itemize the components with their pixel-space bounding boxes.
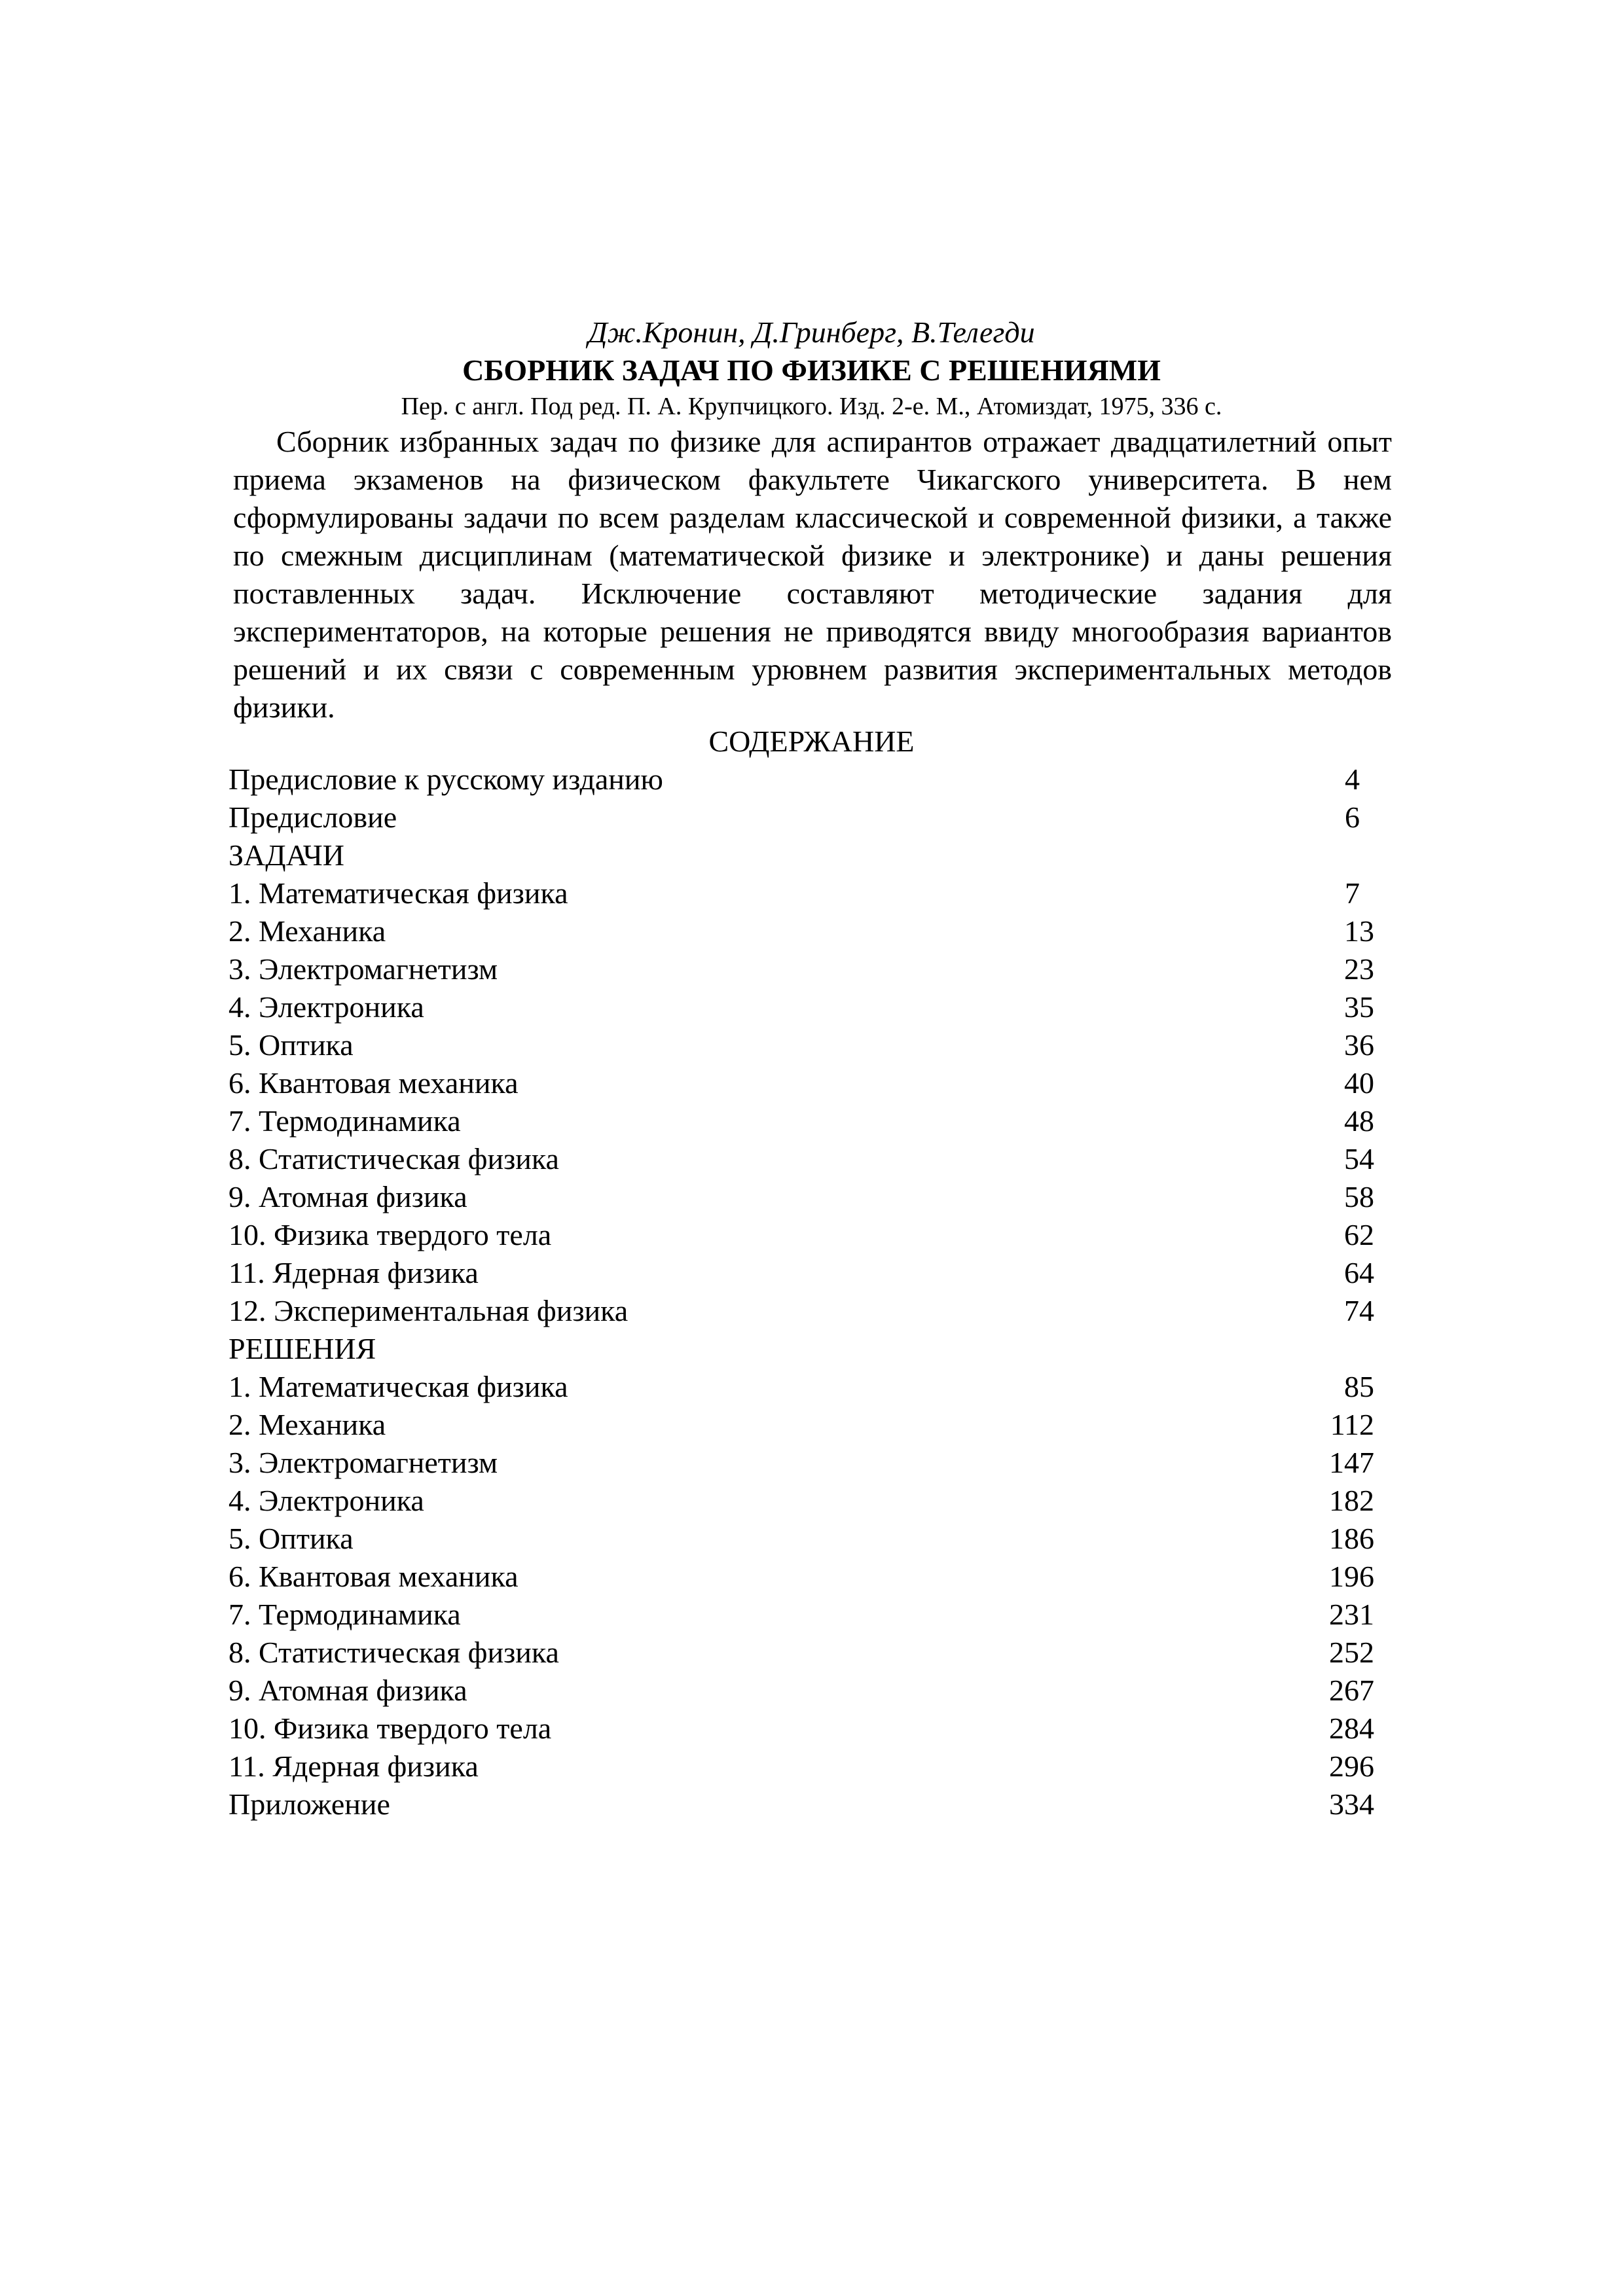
toc-entry-label: 4. Электроника <box>228 1484 424 1517</box>
toc-section-heading <box>228 836 1374 874</box>
toc-entry-label: 2. Механика <box>228 1408 386 1441</box>
toc-entry <box>228 1520 1374 1558</box>
toc-entry <box>228 1482 1374 1520</box>
toc-entry-page: 334 <box>1329 1787 1374 1821</box>
toc-entry <box>228 1178 1374 1216</box>
book-title: СБОРНИК ЗАДАЧ ПО ФИЗИКЕ С РЕШЕНИЯМИ <box>462 353 1161 387</box>
toc-entry <box>228 1368 1374 1406</box>
toc-entry-label: 9. Атомная физика <box>228 1674 467 1707</box>
toc-entry <box>228 1710 1374 1748</box>
toc-entry-label: 3. Электромагнетизм <box>228 952 498 986</box>
toc-entry-label: 5. Оптика <box>228 1028 354 1062</box>
problems-heading: ЗАДАЧИ <box>228 838 344 872</box>
toc-entry-label: 11. Ядерная физика <box>228 1749 479 1783</box>
table-of-contents <box>228 761 1374 1823</box>
toc-entry-label: Предисловие <box>228 800 397 834</box>
toc-section-heading <box>228 1330 1374 1368</box>
toc-entry <box>228 1140 1374 1178</box>
toc-entry-page: 85 <box>1344 1370 1374 1403</box>
toc-entry-appendix <box>228 1785 1374 1823</box>
toc-entry-label: 6. Квантовая механика <box>228 1560 519 1593</box>
toc-entry-page: 23 <box>1344 952 1374 986</box>
toc-entry <box>228 761 1374 798</box>
toc-entry-page: 4 <box>1345 762 1360 796</box>
contents-heading: СОДЕРЖАНИЕ <box>708 725 915 758</box>
toc-entry-label: 1. Математическая физика <box>228 1370 568 1403</box>
toc-entry <box>228 1672 1374 1710</box>
toc-entry <box>228 1748 1374 1785</box>
toc-entry-label: 6. Квантовая механика <box>228 1066 519 1100</box>
toc-entry <box>228 1558 1374 1596</box>
toc-entry-label: Приложение <box>228 1787 390 1821</box>
toc-entry-page: 48 <box>1344 1104 1374 1138</box>
toc-entry-page: 284 <box>1329 1712 1374 1745</box>
authors-line: Дж.Кронин, Д.Гринберг, В.Телегди <box>588 315 1035 349</box>
toc-entry-label: 7. Термодинамика <box>228 1598 461 1631</box>
toc-entry <box>228 1102 1374 1140</box>
toc-entry-label: 1. Математическая физика <box>228 876 568 910</box>
toc-entry <box>228 1254 1374 1292</box>
toc-entry-page: 62 <box>1344 1218 1374 1251</box>
toc-entry-page: 64 <box>1344 1256 1374 1289</box>
toc-entry <box>228 1216 1374 1254</box>
toc-entry-page: 252 <box>1329 1636 1374 1669</box>
toc-entry-label: 11. Ядерная физика <box>228 1256 479 1289</box>
toc-entry-page: 231 <box>1329 1598 1374 1631</box>
toc-entry-page: 296 <box>1329 1749 1374 1783</box>
toc-entry-label: 5. Оптика <box>228 1522 354 1555</box>
toc-entry <box>228 1292 1374 1330</box>
toc-entry <box>228 912 1374 950</box>
toc-entry-label: 2. Механика <box>228 914 386 948</box>
toc-entry-page: 36 <box>1344 1028 1374 1062</box>
toc-entry <box>228 1634 1374 1672</box>
toc-entry <box>228 950 1374 988</box>
toc-entry-page: 182 <box>1329 1484 1374 1517</box>
toc-entry-label: 9. Атомная физика <box>228 1180 467 1213</box>
toc-entry-page: 112 <box>1330 1408 1374 1441</box>
toc-entry <box>228 988 1374 1026</box>
toc-entry-page: 35 <box>1344 990 1374 1024</box>
toc-entry-page: 58 <box>1344 1180 1374 1213</box>
toc-entry <box>228 1026 1374 1064</box>
toc-entry-label: 4. Электроника <box>228 990 424 1024</box>
toc-entry-label: Предисловие к русскому изданию <box>228 762 663 796</box>
toc-entry-page: 13 <box>1344 914 1374 948</box>
toc-entry <box>228 1406 1374 1444</box>
toc-entry <box>228 1064 1374 1102</box>
toc-entry-label: 3. Электромагнетизм <box>228 1446 498 1479</box>
toc-entry-label: 10. Физика твердого тела <box>228 1218 552 1251</box>
toc-entry-label: 7. Термодинамика <box>228 1104 461 1138</box>
solutions-heading: РЕШЕНИЯ <box>228 1332 376 1365</box>
toc-entry-label: 8. Статистическая физика <box>228 1142 559 1175</box>
toc-entry-page: 186 <box>1329 1522 1374 1555</box>
toc-entry-page: 196 <box>1329 1560 1374 1593</box>
toc-entry <box>228 798 1374 836</box>
imprint-line: Пер. с англ. Под ред. П. А. Крупчицкого. Изд. 2-е. М., Атомиздат, 1975, 336 с. <box>401 393 1222 420</box>
toc-entry-page: 74 <box>1344 1294 1374 1327</box>
abstract-paragraph: Сборник избранных задач по физике для аспирантов отражает двадцатилетний опыт приема экзаменов на физическом факультете Чикагского университета. В нем сформулированы задачи по всем разделам классической и современной физики, а также по смежным дисциплинам (математической физике и электронике) и даны решения поставленных задач. Исключение составляют методические задания для экспериментаторов, на которые решения не приводятся ввиду многообразия вариантов решений и их связи с современным урювнем развития экспериментальных методов физики. <box>233 425 1392 724</box>
toc-entry-label: 12. Экспериментальная физика <box>228 1294 629 1327</box>
toc-entry-page: 40 <box>1344 1066 1374 1100</box>
toc-entry-page: 7 <box>1345 876 1360 910</box>
toc-entry <box>228 874 1374 912</box>
toc-entry-page: 54 <box>1344 1142 1374 1175</box>
toc-entry-label: 8. Статистическая физика <box>228 1636 559 1669</box>
toc-entry <box>228 1596 1374 1634</box>
toc-entry-page: 6 <box>1345 800 1360 834</box>
toc-entry <box>228 1444 1374 1482</box>
toc-entry-label: 10. Физика твердого тела <box>228 1712 552 1745</box>
toc-entry-page: 267 <box>1329 1674 1374 1707</box>
toc-entry-page: 147 <box>1329 1446 1374 1479</box>
